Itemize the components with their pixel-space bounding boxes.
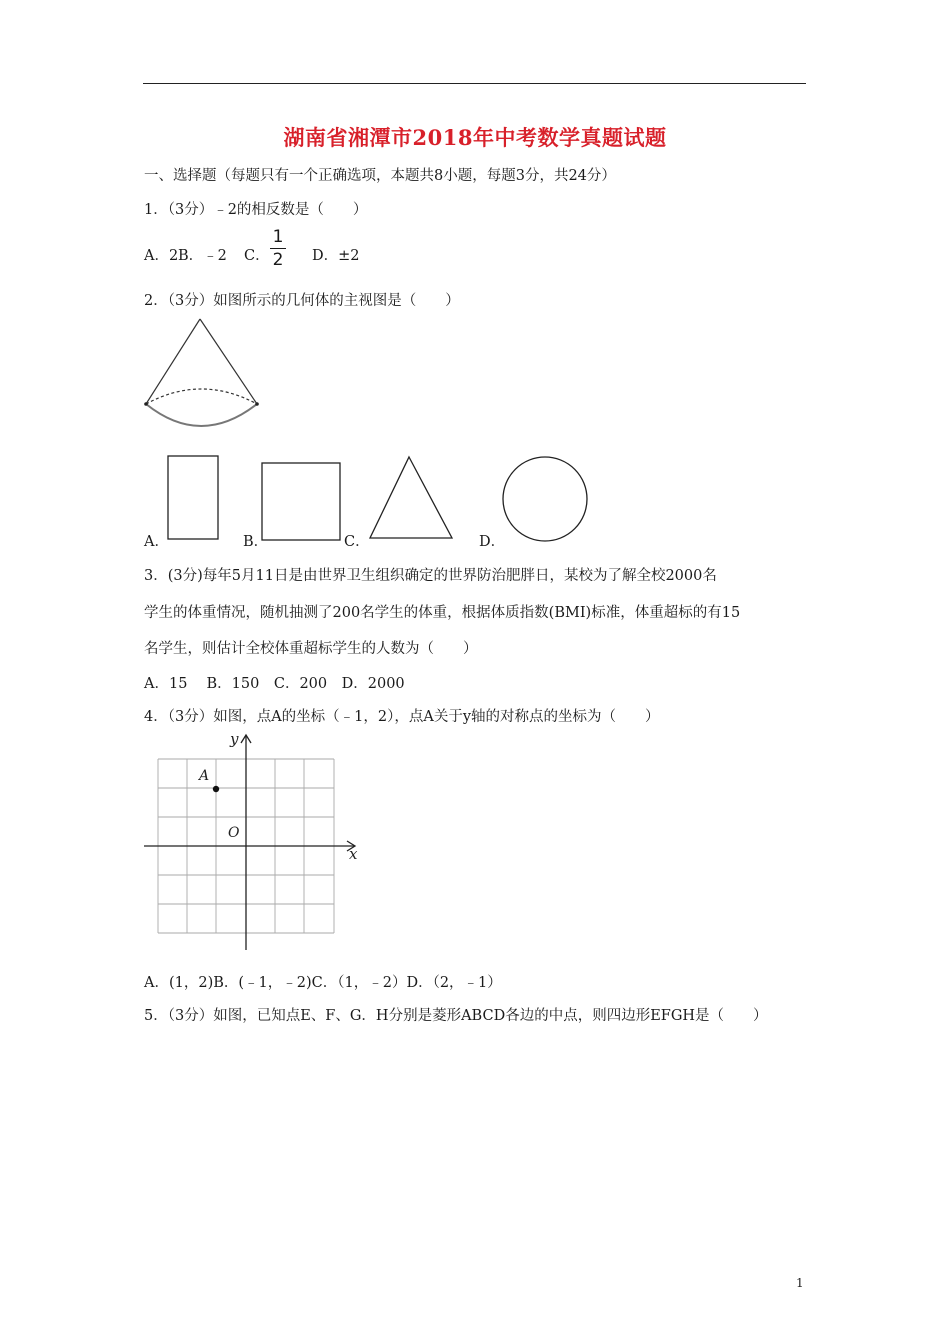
q2-option-b: B． <box>243 534 269 550</box>
q2-option-d: D． <box>479 534 506 550</box>
origin-label: O <box>228 825 240 841</box>
cone-base-left-point <box>144 402 148 406</box>
fraction-bar <box>270 248 286 249</box>
triangle-shape <box>370 457 452 538</box>
option-c-triangle-figure <box>366 454 456 542</box>
option-b-square-figure <box>259 460 343 542</box>
tall-rectangle-shape <box>168 456 218 539</box>
question-3-line-2: 学生的体重情况，随机抽测了200名学生的体重，根据体质指数(BMI)标准，体重超标的有15 <box>144 605 741 621</box>
q1-option-c-label: C． <box>244 248 270 264</box>
question-5-stem: 5．（3分）如图，已知点E、F、G．H分别是菱形ABCD各边的中点，则四边形EFGH是（ ） <box>144 1008 768 1024</box>
question-1-stem: 1．（3分）﹣2的相反数是（ ） <box>144 202 368 218</box>
circle-shape <box>503 457 587 541</box>
y-axis-label: y <box>230 730 239 748</box>
header-rule <box>143 83 806 84</box>
point-a-label: A <box>199 768 210 784</box>
coordinate-grid-figure <box>140 728 380 953</box>
q2-option-a: A． <box>144 534 169 550</box>
cone-figure <box>140 312 265 437</box>
question-3-line-3: 名学生，则估计全校体重超标学生的人数为（ ） <box>144 641 478 657</box>
q2-option-c: C． <box>344 534 370 550</box>
option-a-rectangle-figure <box>165 454 221 542</box>
option-d-circle-figure <box>500 454 590 544</box>
q3-options: A．15 B．150 C．200 D．2000 <box>144 676 405 692</box>
cone-left-edge <box>146 319 200 404</box>
square-shape <box>262 463 340 540</box>
q1-option-b: B．﹣2 <box>178 248 227 264</box>
cone-base-right-point <box>255 402 259 406</box>
point-a <box>213 786 219 792</box>
section-heading: 一、选择题（每题只有一个正确选项，本题共8小题，每题3分，共24分） <box>144 168 616 184</box>
fraction-numerator: 1 <box>272 227 284 247</box>
x-axis-label: x <box>349 845 358 863</box>
question-3-line-1: 3．(3分)每年5月11日是由世界卫生组织确定的世界防治肥胖日，某校为了解全校2000名 <box>144 568 717 584</box>
fraction-denominator: 2 <box>272 250 284 270</box>
page-title: 湖南省湘潭市2018年中考数学真题试题 <box>283 125 667 150</box>
q1-option-c-fraction <box>270 228 286 269</box>
page-number: 1 <box>796 1276 804 1290</box>
cone-base-front <box>146 404 257 426</box>
cone-right-edge <box>200 319 257 404</box>
q1-option-d: D．±2 <box>312 248 360 264</box>
question-2-stem: 2．（3分）如图所示的几何体的主视图是（ ） <box>144 293 460 309</box>
q4-options: A．(1，2)B．(﹣1，﹣2)C．（1，﹣2）D．（2，﹣1） <box>144 975 502 991</box>
cone-base-back-dashed <box>146 389 257 404</box>
q1-option-a: A．2 <box>144 248 179 264</box>
question-4-stem: 4．（3分）如图，点A的坐标（﹣1，2），点A关于y轴的对称点的坐标为（ ） <box>144 709 660 725</box>
